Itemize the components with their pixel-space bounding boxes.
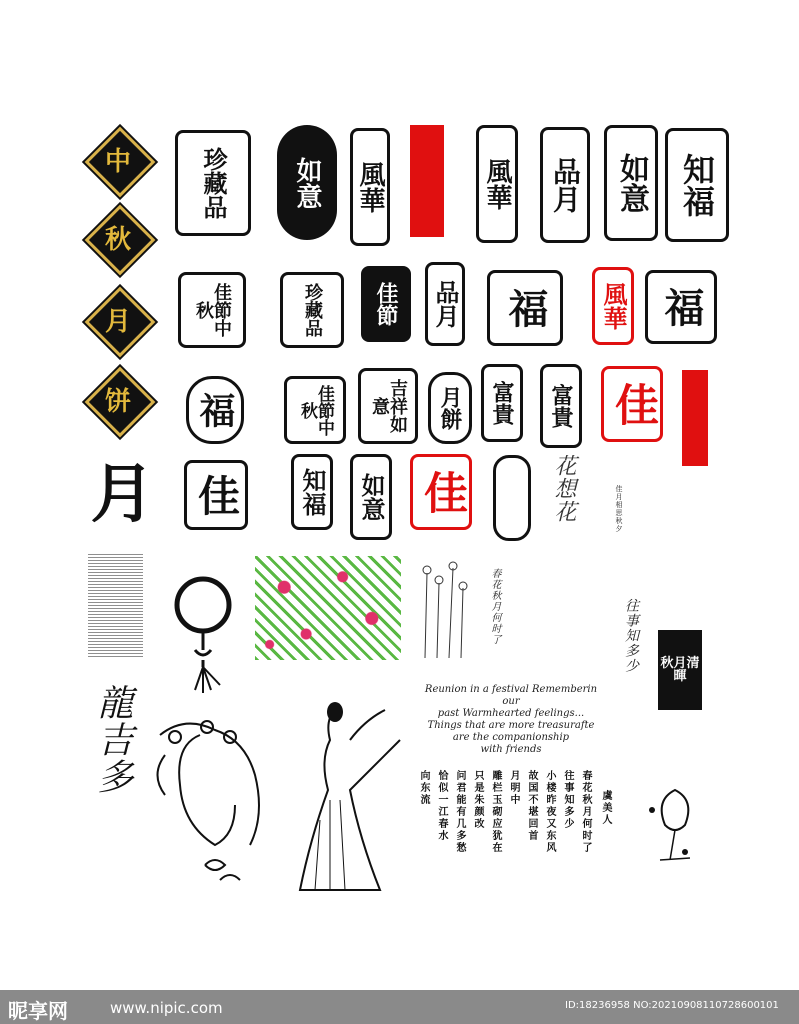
seal-row1-1: 珍藏品 (175, 130, 251, 236)
watermark-bar (0, 990, 799, 1024)
poem-col: 向东流 (418, 770, 429, 806)
floral-pattern (255, 556, 401, 660)
calligraphy-right: 往事知多少 (623, 598, 639, 673)
english-line-5: with friends (480, 744, 542, 755)
poem-col: 春花秋月何时了 (580, 770, 591, 854)
seal-row2-6: 風華 (592, 267, 634, 345)
english-line-4: are the companionship (452, 732, 570, 743)
seal-row2-7: 福 (645, 270, 717, 344)
english-line-3: Things that are more treasurafte (427, 720, 595, 731)
seal-row3-3: 吉祥如意 (358, 368, 418, 444)
seal-row3-2: 佳節中秋 (284, 376, 346, 444)
diamond-label: 饼 (104, 386, 131, 417)
seal-row4-5 (493, 455, 531, 541)
seal-row3-6: 富貴 (540, 364, 582, 448)
calligraphy-yue: 月 (90, 457, 155, 532)
english-line-2: past Warmhearted feelings... (437, 708, 585, 719)
poem-col: 只是朱颜改 (472, 770, 483, 830)
seal-row1-4: 風華 (476, 125, 518, 243)
poem-col: 恰似一江春水 (436, 770, 447, 842)
small-text-block: 佳月相思秋夕 (615, 485, 623, 533)
seal-row2-4: 品月 (425, 262, 465, 346)
grunge-texture (88, 552, 143, 657)
poem-col: 故国不堪回首 (526, 770, 537, 842)
diamond-label: 月 (104, 306, 131, 337)
poem-col: 问君能有几多愁 (454, 770, 465, 854)
seal-row4-4: 佳 (410, 454, 472, 530)
diamond-label: 秋 (104, 224, 131, 255)
seal-row2-5: 福 (487, 270, 563, 346)
seal-row4-2: 知福 (291, 454, 333, 530)
calligraphy-hua-xiang: 花想花 (551, 454, 576, 523)
seal-row2-3: 佳節 (361, 266, 411, 342)
watermark-logo: 昵享网 (8, 999, 68, 1023)
seal-row4-3: 如意 (350, 454, 392, 540)
seal-row2-1: 佳節中秋 (178, 272, 246, 348)
watermark-site: www.nipic.com (110, 999, 223, 1017)
poem-col: 雕栏玉砌应犹在 (490, 770, 501, 854)
seal-row3-5: 富貴 (481, 364, 523, 442)
dancer-line-art (290, 700, 415, 900)
lotus-sketch (640, 780, 710, 865)
seal-row2-2: 珍藏品 (280, 272, 344, 348)
calligraphy-poem-small: 春花秋月何时了 (489, 568, 500, 645)
seal-red-brush-bar (682, 370, 708, 466)
seal-qiu-yue-qing-hui: 秋月清暉 (658, 630, 702, 710)
seal-row1-7: 知福 (665, 128, 729, 242)
seal-row1-red-bar (410, 125, 444, 237)
seal-row4-1: 佳 (184, 460, 248, 530)
seal-row3-4: 月餅 (428, 372, 472, 444)
flower-sketch (415, 558, 475, 658)
calligraphy-long-ji-duo: 龍吉多 (92, 684, 133, 795)
poem-title: 虞美人 (600, 790, 611, 826)
poem-col: 小楼昨夜又东风 (544, 770, 555, 854)
english-line-1: Reunion in a festival Rememberin our (424, 684, 598, 707)
watermark-id: ID:18236958 NO:20210908110728600101 (565, 1000, 779, 1011)
seal-row1-6: 如意 (604, 125, 658, 241)
poem-col: 月明中 (508, 770, 519, 806)
woman-line-art (145, 715, 270, 895)
seal-row1-2: 如意 (277, 125, 337, 240)
poem-col: 往事知多少 (562, 770, 573, 830)
seal-row3-7: 佳 (601, 366, 663, 442)
seal-row1-5: 品月 (540, 127, 590, 243)
jade-pendant-graphic (165, 555, 245, 695)
english-verse (422, 684, 600, 756)
seal-row1-3: 風華 (350, 128, 390, 246)
seal-row3-1: 福 (186, 376, 244, 444)
diamond-label: 中 (104, 146, 131, 177)
